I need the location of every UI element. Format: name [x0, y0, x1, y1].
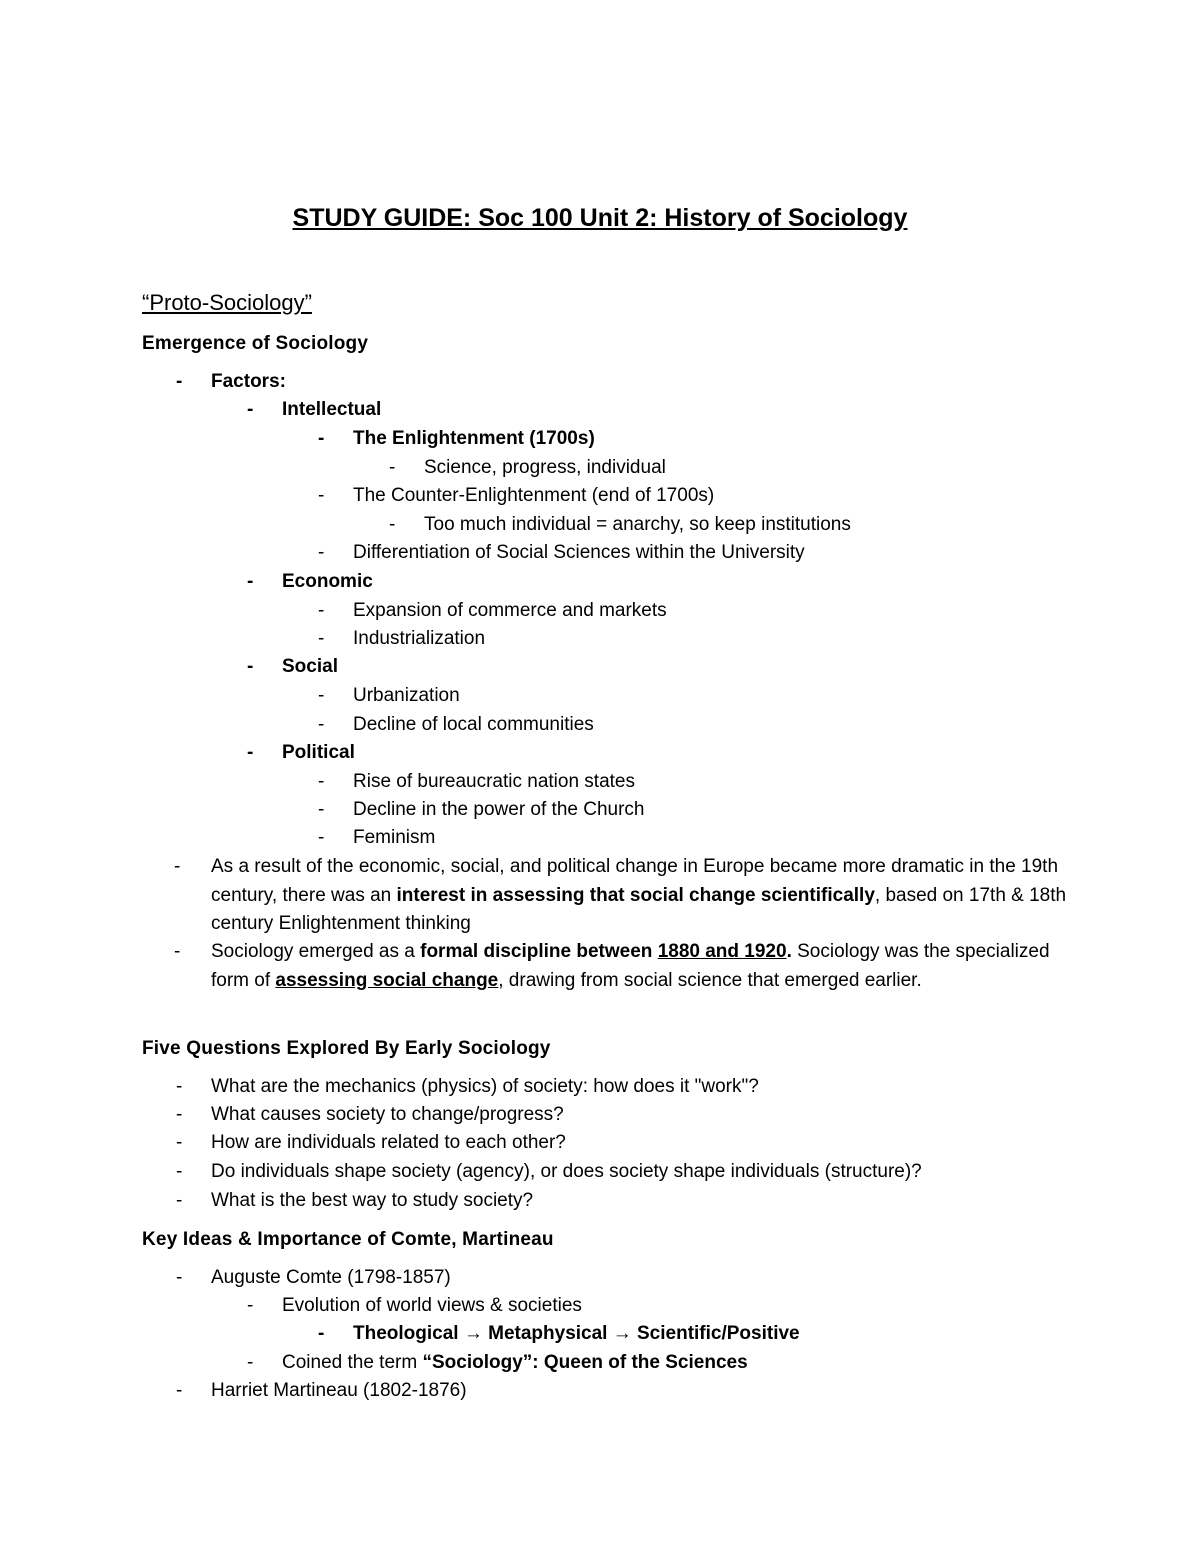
document-page: STUDY GUIDE: Soc 100 Unit 2: History of Sociology “Proto-Sociology” Emergence of Sociology - Factors: - Intellectual - The Enlightenment (1700s) - Science, progress, individual - The Counter-Enlightenment (end of 1700s) - Too much individual = anarchy, so keep institutions - Differentiation of Social Sciences within the University - Economic - Expansion of commerce and markets - Industrialization - Social - Urbanization - Decline of local communities - Political - Rise of bureaucratic nation states - Decline in the power of the Church - Feminism - As a result of the economic, social, and political change in Europe became more dramatic in the 19th century, there was an interest in assessing that social change scientifically, based on 17th & 18th century Enlightenment thinking - Sociology emerged as a formal discipline between 1880 and 1920. Sociology was the specialized form of assessing social change, drawing from social science that emerged earlier. Five Questions Explored By Early Sociology - What are the mechanics (physics) of society: how does it "work"? - What causes society to change/progress? - How are individuals related to each other? - Do individuals shape society (agency), or does society shape individuals (structure)? - What is the best way to study society? Key Ideas & Importance of Comte, Martineau - Auguste Comte (1798-1857) - Evolution of world views & societies - Theological → Metaphysical → Scientific/Positive - Coined the term “Sociology”: Queen of the Sciences - Harriet Martineau (1802-1876) [0, 0, 1200, 1553]
paragraph-emerged: - Sociology emerged as a formal discipline between 1880 and 1920. Sociology was the specialized form of assessing social change, drawing from social science that emerged earlier. [174, 941, 1050, 991]
page-title: STUDY GUIDE: Soc 100 Unit 2: History of Sociology [292, 204, 908, 232]
emergence-heading: Emergence of Sociology [142, 333, 369, 354]
section-title: “Proto-Sociology” [142, 290, 312, 315]
five-questions-heading: Five Questions Explored By Early Sociology [142, 1038, 551, 1059]
paragraph-result: - As a result of the economic, social, and political change in Europe became more dramatic in the 19th century, there was an interest in assessing that social change scientifically, based on 17th & 18th century Enlightenment thinking [174, 856, 1067, 934]
key-ideas-heading: Key Ideas & Importance of Comte, Martineau [142, 1229, 554, 1250]
